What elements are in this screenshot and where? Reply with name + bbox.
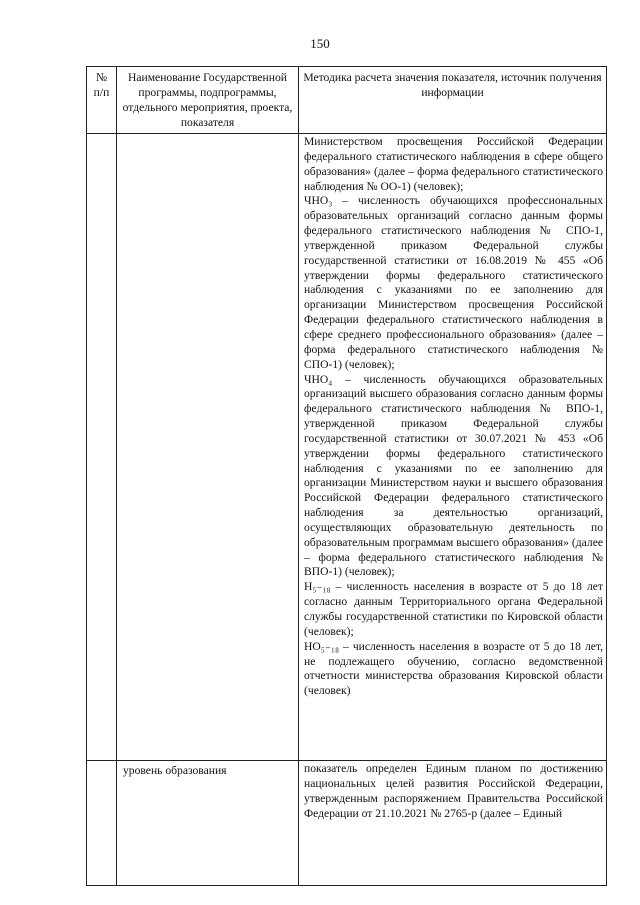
method-paragraph: Н₅₋₁₈ – численность населения в возрасте от 5 до 18 лет согласно данным Территориального органа Федеральной службы государственной статистики по Кировской области (человек); <box>304 580 603 638</box>
table-header-row <box>87 67 607 134</box>
row-name-cell <box>117 134 299 761</box>
method-paragraph: НО₅₋₁₈ – численность населения в возрасте от 5 до 18 лет, не подлежащего обучению, согласно ведомственной отчетности министерства образования Кировской области (человек) <box>304 639 603 698</box>
method-paragraph: ЧНО₄ – численность обучающихся образовательных организаций высшего образования согласно данным формы федерального статистического наблюдения № ВПО-1, утвержденной приказом Федеральной службы государственной статистики от 30.07.2021 № 453 «Об утверждении формы федерального статистического наблюдения с указаниями по ее заполнению для организации Министерством науки и высшего образования Российской Федерации федерального статистического наблюдения за деятельностью организаций, осуществляющих образовательную деятельность по образовательным программам высшего образования» (далее – форма федерального статистического наблюдения № ВПО-1) (человек); <box>304 372 603 579</box>
method-paragraph: Министерством просвещения Российской Федерации федерального статистического наблюдения в сфере общего образования» (далее – форма федерального статистического наблюдения № ОО-1) (человек); <box>304 135 603 193</box>
row-num-cell <box>87 761 117 886</box>
method-paragraph: показатель определен Единым планом по достижению национальных целей развития Российской Федерации, утвержденным распоряжением Правительства Российской Федерации от 21.10.2021 № 2765-р (далее – Единый <box>304 762 603 820</box>
header-num: № п/п <box>87 67 117 134</box>
indicator-methodology-table <box>86 66 607 886</box>
method-paragraph: ЧНО₃ – численность обучающихся профессиональных образовательных организаций согласно данным формы федерального статистического наблюдения № СПО-1, утвержденной приказом Федеральной службы государственной статистики от 16.08.2019 № 455 «Об утверждении формы федерального статистического наблюдения с указаниями по ее заполнению для организации Министерством просвещения Российской Федерации федерального статистического наблюдения в сфере среднего профессионального образования» (далее – форма федерального статистического наблюдения № СПО-1) (человек); <box>304 194 603 371</box>
header-name: Наименование Государственной программы, подпрограммы, отдельного мероприятия, проекта, показателя <box>117 67 299 134</box>
header-method: Методика расчета значения показателя, источник получения информации <box>299 67 607 134</box>
table-row <box>87 134 607 761</box>
row-name-cell: уровень образования <box>117 761 299 886</box>
row-method-cell <box>299 761 607 886</box>
page-number: 150 <box>310 36 330 51</box>
row-num-cell <box>87 134 117 761</box>
row-method-cell <box>299 134 607 761</box>
table-row <box>87 761 607 886</box>
